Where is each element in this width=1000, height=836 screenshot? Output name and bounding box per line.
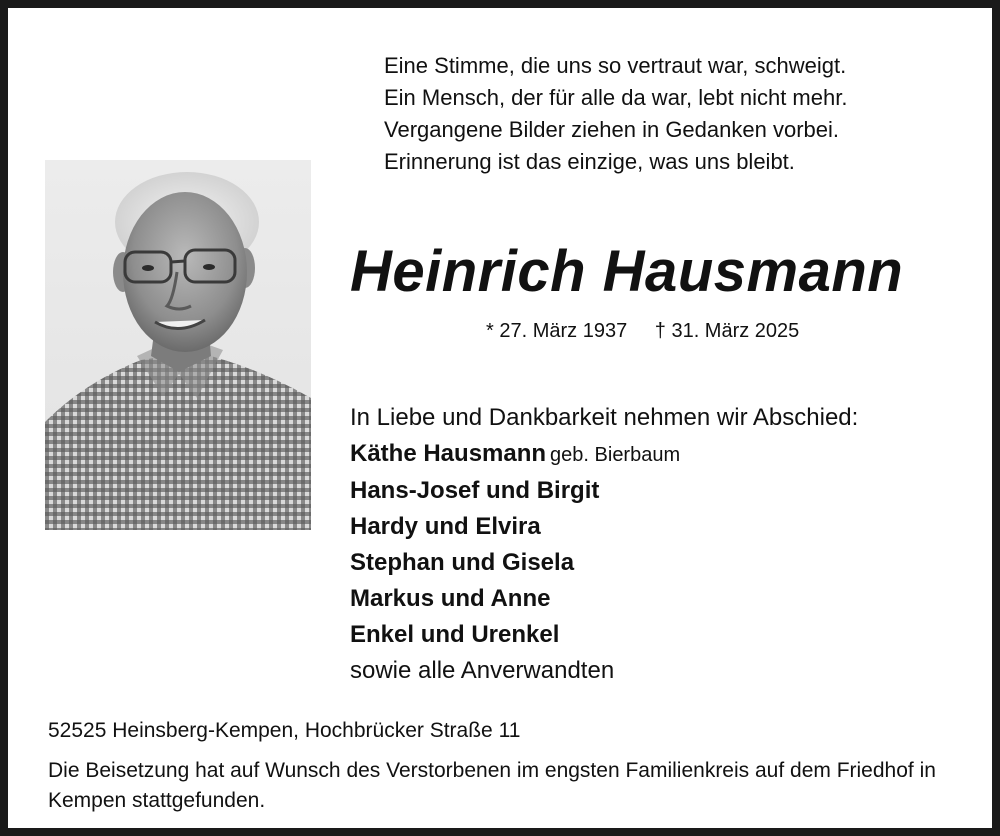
poem-line: Erinnerung ist das einzige, was uns bleibt.	[384, 149, 795, 174]
poem-line: Eine Stimme, die uns so vertraut war, schweigt.	[384, 53, 847, 78]
mourners-list	[350, 400, 990, 689]
life-dates	[486, 317, 799, 345]
deceased-name: Heinrich Hausmann	[350, 239, 904, 304]
farewell-intro: In Liebe und Dankbarkeit nehmen wir Abschied:	[350, 404, 859, 431]
birth-date: * 27. März 1937	[486, 320, 628, 342]
poem-line: Vergangene Bilder ziehen in Gedanken vorbei.	[384, 117, 839, 142]
family-address: 52525 Heinsberg-Kempen, Hochbrücker Straße 11	[48, 719, 521, 742]
death-date: † 31. März 2025	[654, 320, 800, 342]
burial-notice: Die Beisetzung hat auf Wunsch des Verstorbenen im engsten Familienkreis auf dem Friedhof in Kempen stattgefunden.	[48, 759, 936, 812]
mourner-entry: Hans-Josef und Birgit	[350, 477, 600, 504]
maiden-name-note: geb. Bierbaum	[550, 444, 681, 466]
relatives-line: sowie alle Anverwandten	[350, 657, 615, 684]
poem-line: Ein Mensch, der für alle da war, lebt nicht mehr.	[384, 85, 848, 110]
mourner-entry	[350, 436, 990, 473]
memorial-poem	[384, 50, 984, 178]
mourner-entry: Markus und Anne	[350, 585, 551, 612]
mourner-entry: Stephan und Gisela	[350, 549, 575, 576]
portrait-photo	[45, 160, 311, 530]
mourner-entry: Enkel und Urenkel	[350, 621, 560, 648]
mourner-entry: Hardy und Elvira	[350, 513, 541, 540]
mourner-name: Käthe Hausmann	[350, 440, 547, 467]
